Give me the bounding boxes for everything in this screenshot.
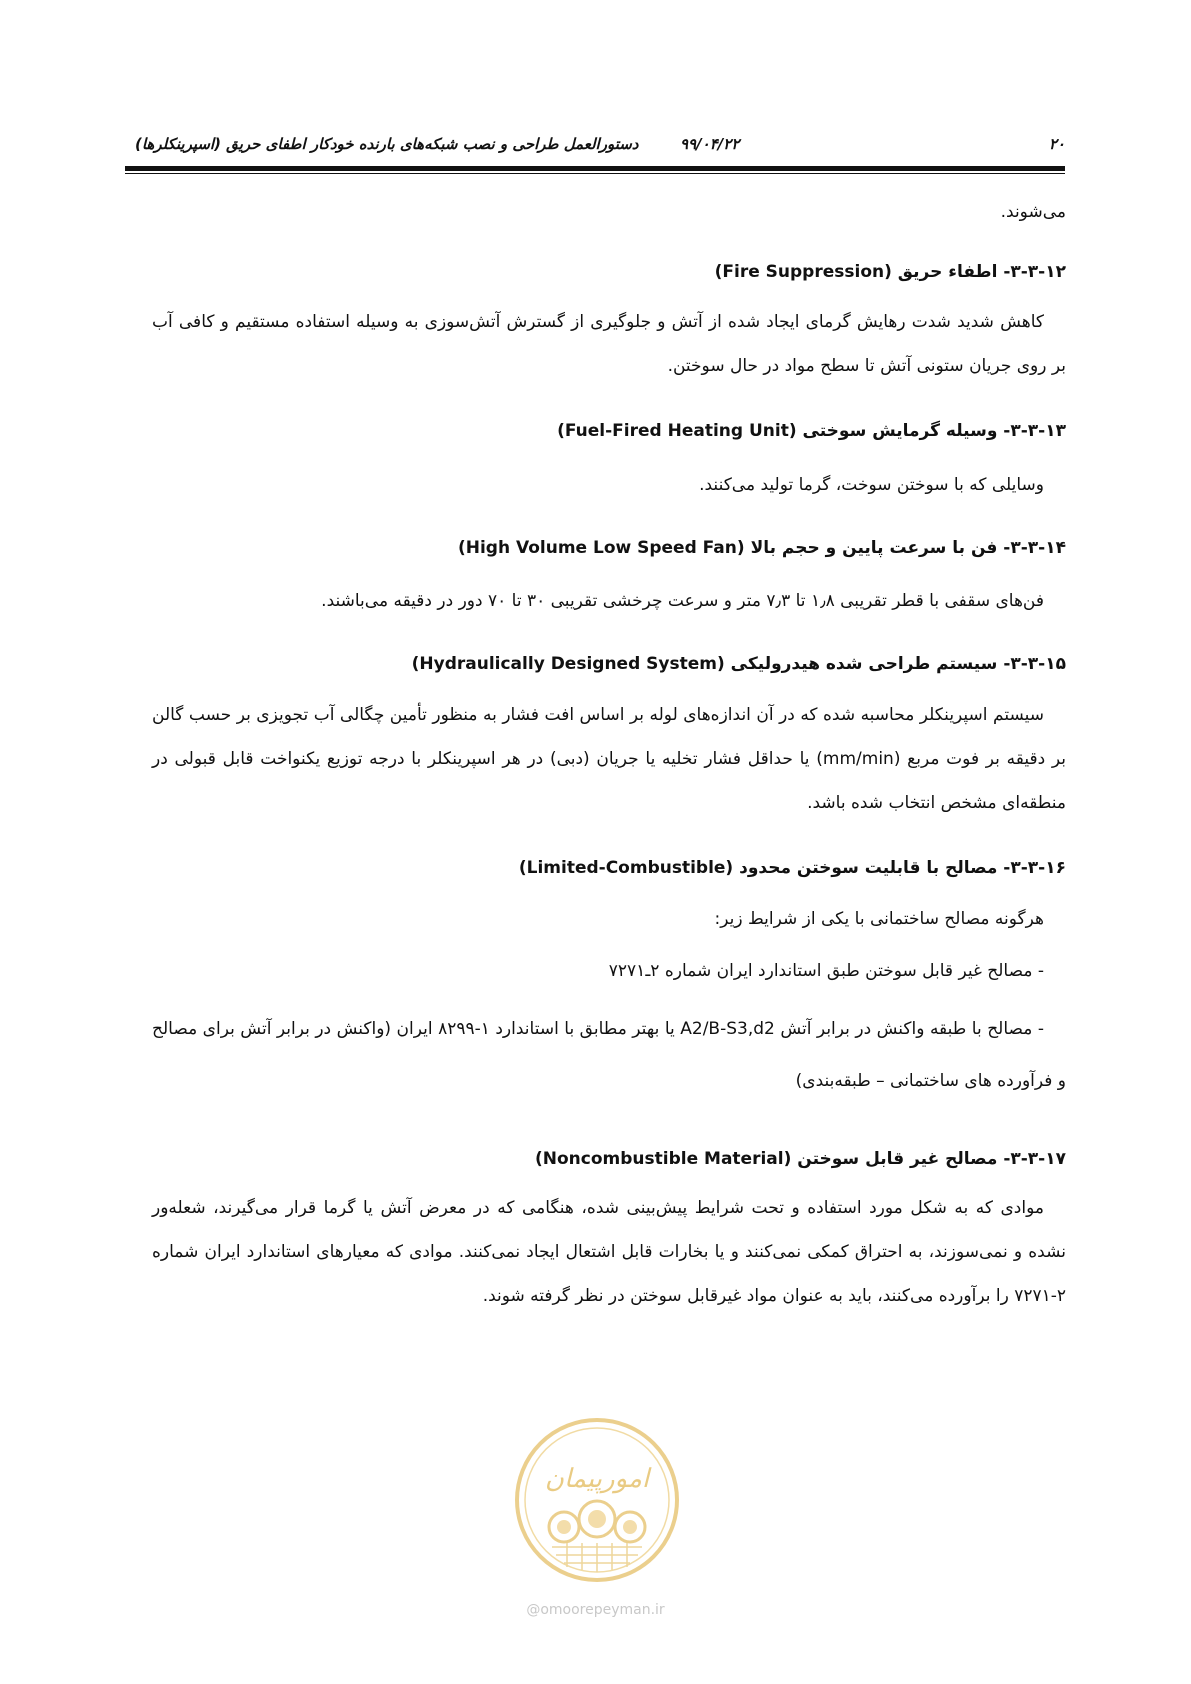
section-heading-13 <box>557 416 1066 446</box>
list-item-16-2 <box>152 1003 1066 1107</box>
section-heading-14 <box>458 533 1066 563</box>
heading-fa: ۳-۳-۱۲- اطفاء حریق <box>897 262 1066 282</box>
paragraph-text: کاهش شدید شدت رهایش گرمای ایجاد شده از آتش و جلوگیری از گسترش آتش‌سوزی به وسیله استفاده مستقیم و کافی آب بر روی جریان ستونی آتش تا سطح مواد در حال سوختن. <box>152 312 1066 376</box>
section-heading-15 <box>412 649 1066 679</box>
section-heading-17 <box>535 1144 1066 1174</box>
watermark-url: @omoorepeyman.ir <box>526 1602 665 1618</box>
header-date: ۹۹/۰۴/۲۲ <box>680 135 740 153</box>
heading-fa: ۳-۳-۱۶- مصالح با قابلیت سوختن محدود <box>739 858 1066 878</box>
list-item-16-1: - مصالح غیر قابل سوختن طبق استاندارد ایران شماره ۲ـ۷۲۷۱ <box>608 961 1044 981</box>
heading-fa: ۳-۳-۱۳- وسیله گرمایش سوختی <box>802 421 1066 441</box>
heading-en: (Fire Suppression) <box>714 262 892 282</box>
section-heading-16 <box>519 853 1066 883</box>
heading-en: (Hydraulically Designed System) <box>411 654 725 674</box>
section-paragraph-12 <box>152 300 1066 388</box>
list-item-text: - مصالح با طبقه واکنش در برابر آتش A2/B-S3,d2 یا بهتر مطابق با استاندارد ۱-۸۲۹۹ ایران (واکنش در برابر آتش برای مصالح و فرآورده های ساختمانی – طبقه‌بندی) <box>152 1019 1066 1091</box>
heading-en: (Fuel-Fired Heating Unit) <box>557 421 797 441</box>
watermark-logo <box>512 1415 682 1585</box>
header-title: دستورالعمل طراحی و نصب شبکه‌های بارنده خودکار اطفای حریق (اسپرینکلرها) <box>135 135 639 153</box>
paragraph-text: سیستم اسپرینکلر محاسبه شده که در آن اندازه‌های لوله بر اساس افت فشار به منظور تأمین چگالی آب تجویزی بر حسب گالن بر دقیقه بر فوت مربع (mm/min) یا حداقل فشار تخلیه یا جریان (دبی) در هر اسپرینکلر با درجه توزیع یکنواخت قابل قبولی در منطقه‌ای مشخص انتخاب شده باشد. <box>152 705 1067 813</box>
heading-en: (High Volume Low Speed Fan) <box>457 538 745 558</box>
page-header <box>125 135 1065 163</box>
section-paragraph-16: هرگونه مصالح ساختمانی با یکی از شرایط زیر: <box>714 909 1044 929</box>
section-paragraph-14: فن‌های سقفی با قطر تقریبی ۱٫۸ تا ۷٫۳ متر و سرعت چرخشی تقریبی ۳۰ تا ۷۰ دور در دقیقه می‌باشند. <box>321 591 1044 611</box>
heading-fa: ۳-۳-۱۵- سیستم طراحی شده هیدرولیکی <box>730 654 1066 674</box>
logo-text: امورپیمان <box>544 1464 650 1494</box>
section-paragraph-15 <box>152 693 1066 825</box>
heading-fa: ۳-۳-۱۴- فن با سرعت پایین و حجم بالا <box>750 538 1066 558</box>
intro-line: می‌شوند. <box>1000 202 1066 222</box>
heading-en: (Noncombustible Material) <box>534 1149 792 1169</box>
section-heading-12 <box>715 257 1066 287</box>
heading-fa: ۳-۳-۱۷- مصالح غیر قابل سوختن <box>797 1149 1066 1169</box>
header-rule-thick <box>125 166 1065 171</box>
paragraph-text: موادی که به شکل مورد استفاده و تحت شرایط پیش‌بینی شده، هنگامی که در معرض آتش یا گرما قرار می‌گیرند، شعله‌ور نشده و نمی‌سوزند، به احتراق کمکی نمی‌کنند و یا بخارات قابل اشتعال ایجاد نمی‌کنند. موادی که معیارهای استاندارد ایران شماره ۲-۷۲۷۱ را برآورده می‌کنند، باید به عنوان مواد غیرقابل سوختن در نظر گرفته شوند. <box>152 1198 1066 1306</box>
section-paragraph-13: وسایلی که با سوختن سوخت، گرما تولید می‌کنند. <box>699 475 1044 495</box>
section-paragraph-17 <box>152 1186 1066 1318</box>
page-number: ۲۰ <box>1048 135 1065 153</box>
header-rule-thin <box>125 173 1065 174</box>
heading-en: (Limited-Combustible) <box>518 858 734 878</box>
